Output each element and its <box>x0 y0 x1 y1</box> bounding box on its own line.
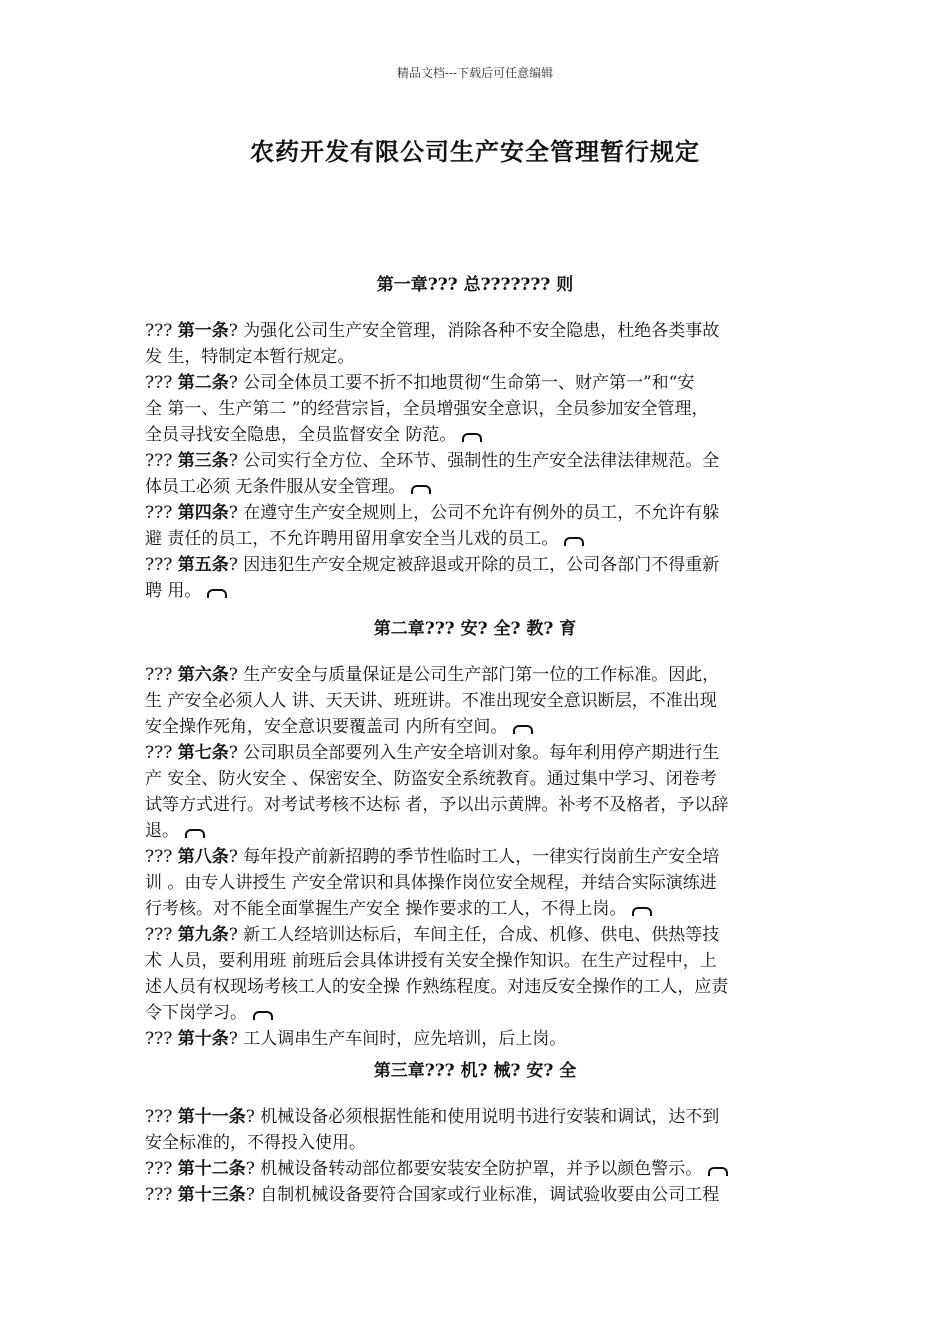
line-text: 述人员有权现场考核工人的安全操 作熟练程度。对违反安全操作的工人，应责 <box>145 977 729 997</box>
line-text: 退。 <box>145 821 179 841</box>
article-label: 第十一条 <box>177 1107 246 1127</box>
line-text: 生 产安全必须人人 讲、天天讲、班班讲。不准出现安全意识断层，不准出现 <box>145 691 717 711</box>
paragraph-mark-icon <box>411 485 431 494</box>
text-line <box>145 578 810 604</box>
line-prefix: ??? <box>145 1107 178 1127</box>
text-line <box>145 662 810 688</box>
header-note: 精品文档---下载后可任意编辑 <box>396 66 554 80</box>
article-label: 第十三条 <box>177 1185 246 1205</box>
line-text: 聘 用。 <box>145 581 202 601</box>
text-line <box>145 922 810 948</box>
line-text: ? 工人调串生产车间时，应先培训，后上岗。 <box>228 1029 567 1049</box>
line-prefix: ??? <box>145 1029 178 1049</box>
line-text: ? 公司实行全方位、全环节、强制性的生产安全法律法律规范。全 <box>228 451 720 471</box>
line-prefix: ??? <box>145 665 178 685</box>
line-text: 安全标准的，不得投入使用。 <box>145 1133 366 1153</box>
article-label: 第十条 <box>177 1029 229 1049</box>
line-prefix: ??? <box>145 743 178 763</box>
line-text: 行考核。对不能全面掌握生产安全 操作要求的工人，不得上岗。 <box>145 899 627 919</box>
line-text: 试等方式进行。对考试考核不达标 者，予以出示黄牌。补考不及格者，予以辞 <box>145 795 729 815</box>
article-label: 第五条 <box>177 555 229 575</box>
paragraph-mark-icon <box>513 725 533 734</box>
text-line <box>145 1156 810 1182</box>
text-line <box>145 1000 810 1026</box>
chapter-heading: 第二章??? 安? 全? 教? 育 <box>373 619 577 639</box>
line-text: 体员工必须 无条件服从安全管理。 <box>145 477 406 497</box>
line-text: ? 机械设备转动部位都要安装安全防护罩，并予以颜色警示。 <box>245 1159 703 1179</box>
line-prefix: ??? <box>145 503 178 523</box>
text-line <box>145 766 810 792</box>
paragraph-mark-icon <box>632 907 652 916</box>
line-prefix: ??? <box>145 1159 178 1179</box>
paragraph-mark-icon <box>185 829 205 838</box>
text-line <box>145 948 810 974</box>
text-line <box>145 448 810 474</box>
paragraph-mark-icon <box>564 537 584 546</box>
text-line <box>145 1130 810 1156</box>
line-prefix: ??? <box>145 847 178 867</box>
chapter-body <box>145 318 810 604</box>
line-text: ? 在遵守生产安全规则上，公司不允许有例外的员工，不允许有躲 <box>228 503 720 523</box>
line-text: 训 。由专人讲授生 产安全常识和具体操作岗位安全规程，并结合实际演练进 <box>145 873 717 893</box>
text-line <box>145 870 810 896</box>
text-line <box>145 422 810 448</box>
text-line <box>145 1182 810 1208</box>
line-prefix: ??? <box>145 925 178 945</box>
article-label: 第六条 <box>177 665 229 685</box>
line-text: 安全操作死角，安全意识要覆盖司 内所有空间。 <box>145 717 508 737</box>
line-prefix: ??? <box>145 1185 178 1205</box>
line-text: ? 自制机械设备要符合国家或行业标准，调试验收要由公司工程 <box>245 1185 720 1205</box>
chapter-body <box>145 662 810 1052</box>
line-text: ? 生产安全与质量保证是公司生产部门第一位的工作标准。因此， <box>228 665 720 685</box>
text-line <box>145 818 810 844</box>
line-prefix: ??? <box>145 451 178 471</box>
line-text: 全员寻找安全隐患，全员监督安全 防范。 <box>145 425 457 445</box>
line-text: 全 第一、生产第二 ”的经营宗旨，全员增强安全意识，全员参加安全管理， <box>145 399 709 419</box>
chapter-body <box>145 1104 810 1208</box>
text-line <box>145 1026 810 1052</box>
line-text: ? 每年投产前新招聘的季节性临时工人，一律实行岗前生产安全培 <box>228 847 720 867</box>
chapter-heading: 第三章??? 机? 械? 安? 全 <box>373 1061 577 1081</box>
line-text: ? 公司全体员工要不折不扣地贯彻“生命第一、财产第一”和“安 <box>228 373 695 393</box>
article-label: 第一条 <box>177 321 229 341</box>
line-text: ? 公司职员全部要列入生产安全培训对象。每年利用停产期进行生 <box>228 743 720 763</box>
text-line <box>145 526 810 552</box>
line-text: ? 因违犯生产安全规定被辞退或开除的员工，公司各部门不得重新 <box>228 555 720 575</box>
line-text: 避 责任的员工，不允许聘用留用拿安全当儿戏的员工。 <box>145 529 559 549</box>
article-label: 第九条 <box>177 925 229 945</box>
line-text: 产 安全、防火安全 、保密安全、防盗安全系统教育。通过集中学习、闭卷考 <box>145 769 717 789</box>
text-line <box>145 500 810 526</box>
text-line <box>145 792 810 818</box>
text-line <box>145 740 810 766</box>
text-line <box>145 318 810 344</box>
line-text: ? 为强化公司生产安全管理，消除各种不安全隐患，杜绝各类事故 <box>228 321 720 341</box>
text-line <box>145 844 810 870</box>
line-text: ? 新工人经培训达标后，车间主任，合成、机修、供电、供热等技 <box>228 925 720 945</box>
article-label: 第三条 <box>177 451 229 471</box>
line-text: 发 生，特制定本暂行规定。 <box>145 347 355 367</box>
paragraph-mark-icon <box>708 1167 728 1176</box>
article-label: 第二条 <box>177 373 229 393</box>
line-text: 术 人员，要利用班 前班后会具体讲授有关安全操作知识。在生产过程中，上 <box>145 951 717 971</box>
paragraph-mark-icon <box>253 1011 273 1020</box>
paragraph-mark-icon <box>462 433 482 442</box>
article-label: 第八条 <box>177 847 229 867</box>
text-line <box>145 474 810 500</box>
text-line <box>145 688 810 714</box>
article-label: 第十二条 <box>177 1159 246 1179</box>
line-text: ? 机械设备必须根据性能和使用说明书进行安装和调试，达不到 <box>245 1107 720 1127</box>
text-line <box>145 370 810 396</box>
text-line <box>145 1104 810 1130</box>
line-prefix: ??? <box>145 555 178 575</box>
text-line <box>145 896 810 922</box>
line-prefix: ??? <box>145 321 178 341</box>
document-title: 农药开发有限公司生产安全管理暂行规定 <box>250 137 700 166</box>
text-line <box>145 396 810 422</box>
text-line <box>145 344 810 370</box>
article-label: 第四条 <box>177 503 229 523</box>
chapter-heading: 第一章??? 总??????? 则 <box>376 275 574 295</box>
text-line <box>145 552 810 578</box>
text-line <box>145 974 810 1000</box>
line-prefix: ??? <box>145 373 178 393</box>
line-text: 令下岗学习。 <box>145 1003 247 1023</box>
paragraph-mark-icon <box>207 589 227 598</box>
article-label: 第七条 <box>177 743 229 763</box>
text-line <box>145 714 810 740</box>
